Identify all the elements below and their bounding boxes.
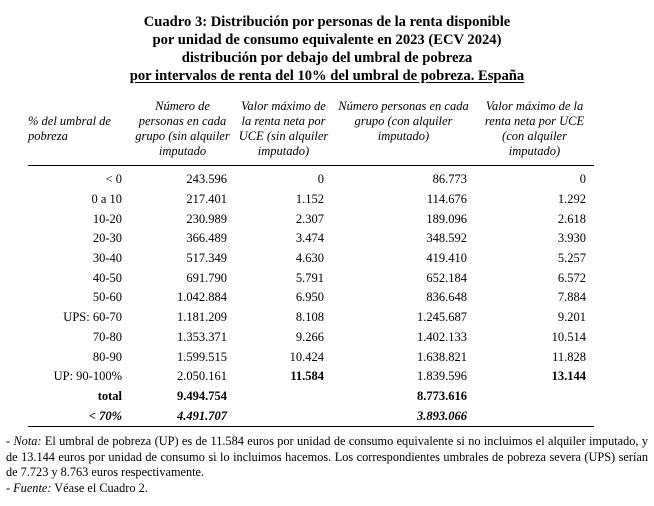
table-row — [28, 166, 594, 190]
cell-personas-sin: 230.989 — [186, 211, 227, 226]
title-line-4: por intervalos de renta del 10% del umbral de pobreza. España — [129, 68, 525, 84]
cell-valor-sin: 3.474 — [295, 231, 324, 246]
cell-valor-con: 1.292 — [557, 192, 586, 207]
table-row — [28, 308, 594, 328]
row-label: 80-90 — [92, 349, 122, 364]
table-title — [0, 13, 654, 85]
cell-personas-sin: 691.790 — [186, 270, 227, 285]
source-label: Fuente: — [13, 480, 52, 495]
source-prefix: - — [6, 480, 14, 495]
cell-valor-con: 5.257 — [557, 251, 586, 266]
cell-personas-sin: 1.599.515 — [177, 349, 227, 364]
row-label: 40-50 — [92, 270, 122, 285]
cell-valor-sin: 4.630 — [295, 251, 324, 266]
cell-personas-con: 836.648 — [426, 290, 467, 305]
table-row — [28, 229, 594, 249]
note-text: El umbral de pobreza (UP) es de 11.584 euros por unidad de consumo equivalente si no incluimos el alquiler imputado, y de 13.144 euros por unidad de consumo si lo incluimos hacemos. Los correspondientes umbrales de pobreza severa (UPS) serían de 7.723 y 8.763 euros respectivamente. — [6, 434, 648, 479]
table-row — [28, 367, 594, 387]
cell-personas-con: 652.184 — [426, 270, 467, 285]
header-umbral: % del umbral de pobreza — [28, 114, 111, 143]
cell-personas-con: 419.410 — [426, 251, 467, 266]
row-label: 70-80 — [92, 329, 122, 344]
cell-personas-sin: 366.489 — [186, 231, 227, 246]
note-label: Nota: — [13, 434, 42, 448]
cell-valor-con: 0 — [579, 172, 586, 187]
source-text: Véase el Cuadro 2. — [51, 480, 148, 495]
cell-valor-sin: 8.108 — [295, 310, 324, 325]
cell-valor-con: 13.144 — [551, 369, 586, 384]
total-personas-sin: 9.494.754 — [177, 388, 227, 403]
cell-personas-con: 114.676 — [426, 192, 467, 207]
cell-valor-con: 10.514 — [551, 329, 586, 344]
below-70-personas-con: 3.893.066 — [417, 408, 467, 423]
cell-valor-con: 11.828 — [552, 349, 586, 364]
header-personas-con-alquiler: Número personas en cada grupo (con alquiler imputado) — [338, 99, 469, 143]
total-label: total — [97, 388, 122, 403]
cell-personas-con: 1.402.133 — [417, 329, 467, 344]
income-distribution-table — [28, 93, 594, 427]
total-personas-con: 8.773.616 — [417, 388, 467, 403]
table-row — [28, 268, 594, 288]
cell-personas-con: 1.638.821 — [417, 349, 467, 364]
cell-personas-sin: 243.596 — [186, 172, 227, 187]
table-row — [28, 347, 594, 367]
cell-valor-sin: 1.152 — [295, 192, 324, 207]
row-label: UP: 90-100% — [53, 369, 122, 384]
cell-valor-sin: 10.424 — [289, 349, 324, 364]
cell-personas-con: 86.773 — [432, 172, 467, 187]
table-row — [28, 209, 594, 229]
cell-valor-sin: 2.307 — [295, 211, 324, 226]
cell-personas-sin: 2.050.161 — [177, 369, 227, 384]
below-70-personas-sin: 4.491.707 — [177, 408, 227, 423]
table-body — [28, 166, 594, 427]
cell-valor-con: 3.930 — [557, 231, 586, 246]
row-label: 20-30 — [92, 231, 122, 246]
title-line-1: Cuadro 3: Distribución por personas de la renta disponible — [143, 14, 511, 30]
row-label: UPS: 60-70 — [63, 310, 122, 325]
cell-valor-con: 9.201 — [557, 310, 586, 325]
cell-valor-sin: 11.584 — [290, 369, 324, 384]
note-prefix: - — [6, 434, 14, 448]
table-row — [28, 190, 594, 210]
cell-valor-sin: 6.950 — [295, 290, 324, 305]
cell-personas-con: 189.096 — [426, 211, 467, 226]
table-row — [28, 328, 594, 348]
cell-valor-sin: 0 — [317, 172, 324, 187]
title-line-2: por unidad de consumo equivalente en 2023 (ECV 2024) — [152, 32, 502, 48]
cell-personas-sin: 517.349 — [186, 251, 227, 266]
below-70-row — [28, 406, 594, 426]
cell-valor-sin: 9.266 — [295, 329, 324, 344]
table-row — [28, 288, 594, 308]
row-label: < 0 — [105, 172, 122, 187]
header-valor-sin-alquiler: Valor máximo de la renta neta por UCE (sin alquiler imputado) — [238, 99, 329, 158]
cell-personas-sin: 1.042.884 — [177, 290, 227, 305]
cell-personas-sin: 1.181.209 — [177, 310, 227, 325]
cell-personas-sin: 217.401 — [186, 192, 227, 207]
cell-personas-con: 348.592 — [426, 231, 467, 246]
cell-valor-con: 7.884 — [557, 290, 586, 305]
header-personas-sin-alquiler: Número de personas en cada grupo (sin alquiler imputado — [135, 99, 230, 158]
row-label: 30-40 — [92, 251, 122, 266]
cell-personas-con: 1.245.687 — [417, 310, 467, 325]
table-row — [28, 249, 594, 269]
source-paragraph — [6, 481, 648, 497]
note-paragraph — [6, 434, 648, 481]
header-valor-con-alquiler: Valor máximo de la renta neta por UCE (con alquiler imputado) — [484, 99, 585, 158]
title-line-3: distribución por debajo del umbral de pobreza — [181, 50, 473, 66]
row-label: 0 a 10 — [91, 192, 122, 207]
below-70-label: < 70% — [88, 408, 122, 423]
row-label: 50-60 — [92, 290, 122, 305]
cell-valor-con: 2.618 — [557, 211, 586, 226]
total-row — [28, 387, 594, 407]
table-notes — [6, 434, 648, 496]
cell-personas-sin: 1.353.371 — [177, 329, 227, 344]
header-row — [28, 93, 594, 166]
cell-personas-con: 1.839.596 — [417, 369, 467, 384]
cell-valor-con: 6.572 — [557, 270, 586, 285]
cell-valor-sin: 5.791 — [295, 270, 324, 285]
row-label: 10-20 — [92, 211, 122, 226]
